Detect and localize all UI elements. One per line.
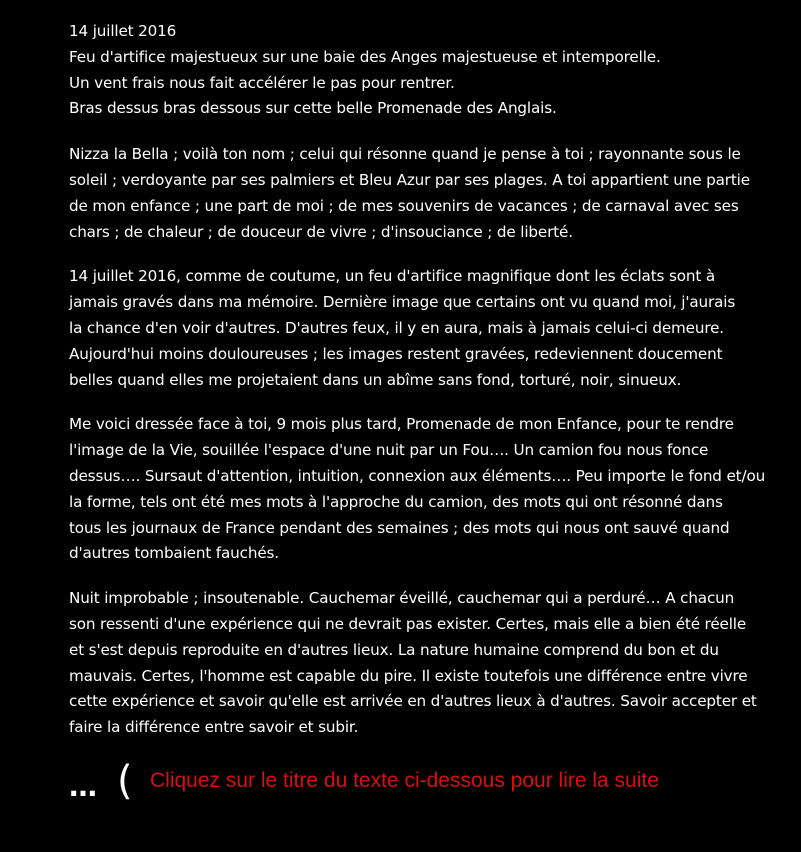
text-line: la forme, tels ont été mes mots à l'approche du camion, des mots qui ont résonné dans: [69, 492, 723, 511]
ellipsis: …: [69, 770, 99, 803]
text-line: chars ; de chaleur ; de douceur de vivre ; d'insouciance ; de liberté.: [69, 222, 573, 241]
text-line: son ressenti d'une expérience qui ne devrait pas exister. Certes, mais elle a bien été réelle: [69, 614, 747, 633]
paragraph-feu: [69, 264, 759, 393]
text-line: Un vent frais nous fait accélérer le pas pour rentrer.: [69, 73, 455, 92]
paragraph-nuit: [69, 586, 759, 741]
text-line: mauvais. Certes, l'homme est capable du pire. Il existe toutefois une différence entre vivre: [69, 666, 748, 685]
text-line: Me voici dressée face à toi, 9 mois plus tard, Promenade de mon Enfance, pour te rendre: [69, 415, 734, 434]
open-parenthesis: (: [117, 758, 133, 804]
paragraph-nizza: [69, 142, 759, 245]
text-line: belles quand elles me projetaient dans un abîme sans fond, torturé, noir, sinueux.: [69, 370, 682, 389]
text-line: 14 juillet 2016, comme de coutume, un feu d'artifice magnifique dont les éclats sont à: [69, 267, 715, 286]
text-line: tous les journaux de France pendant des semaines ; des mots qui nous ont sauvé quand: [69, 518, 730, 537]
text-line: et s'est depuis reproduite en d'autres lieux. La nature humaine comprend du bon et du: [69, 640, 719, 659]
text-line: dessus…. Sursaut d'attention, intuition, connexion aux éléments…. Peu importe le fond et/ou: [69, 466, 766, 485]
text-line: Bras dessus bras dessous sur cette belle Promenade des Anglais.: [69, 99, 557, 118]
text-line: d'autres tombaient fauchés.: [69, 544, 279, 563]
date-line: 14 juillet 2016: [69, 22, 177, 40]
read-more-link[interactable]: Cliquez sur le titre du texte ci-dessous pour lire la suite: [150, 769, 659, 792]
intro-paragraph: [69, 19, 759, 122]
text-line: cette expérience et savoir qu'elle est arrivée en d'autres lieux à d'autres. Savoir accepter et: [69, 692, 757, 711]
text-line: Nuit improbable ; insoutenable. Cauchemar éveillé, cauchemar qui a perduré… A chacun: [69, 589, 735, 608]
text-line: Feu d'artifice majestueux sur une baie des Anges majestueuse et intemporelle.: [69, 47, 661, 66]
text-line: la chance d'en voir d'autres. D'autres feux, il y en aura, mais à jamais celui-ci demeure.: [69, 318, 724, 337]
text-line: Nizza la Bella ; voilà ton nom ; celui qui résonne quand je pense à toi ; rayonnante sous le: [69, 145, 741, 164]
article-body: [69, 19, 766, 760]
text-line: jamais gravés dans ma mémoire. Dernière image que certains ont vu quand moi, j'aurais: [69, 293, 736, 312]
read-more-section: [69, 756, 769, 806]
paragraph-promenade: [69, 412, 766, 567]
text-line: Aujourd'hui moins douloureuses ; les images restent gravées, redeviennent doucement: [69, 344, 723, 363]
text-line: l'image de la Vie, souillée l'espace d'une nuit par un Fou…. Un camion fou nous fonce: [69, 441, 709, 460]
text-line: de mon enfance ; une part de moi ; de mes souvenirs de vacances ; de carnaval avec ses: [69, 196, 739, 215]
text-line: soleil ; verdoyante par ses palmiers et Bleu Azur par ses plages. A toi appartient une partie: [69, 170, 750, 189]
text-line: faire la différence entre savoir et subir.: [69, 718, 359, 737]
